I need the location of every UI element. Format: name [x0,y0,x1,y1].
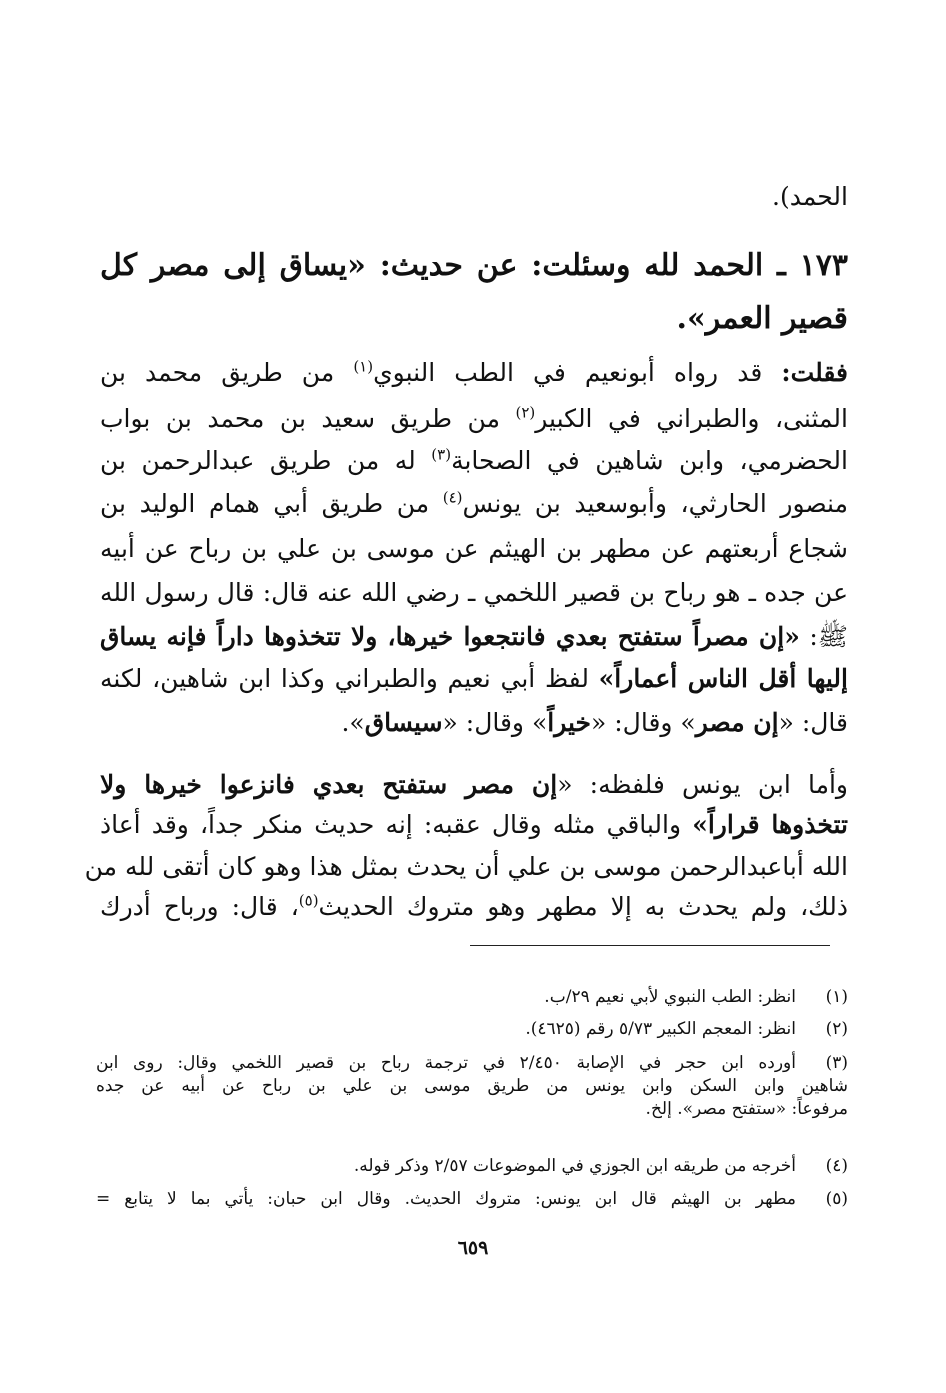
footnote-number: (١) [825,987,848,1007]
footnote-ref-3: (٣) [431,445,452,464]
footnote-number: (٣) [825,1053,848,1073]
footnote-5 [96,1188,848,1211]
paragraph1-line-1: فقلت: قد رواه أبونعيم في الطب النبوي$^{(١)}$ من طريق محمد بن [100,357,849,387]
paragraph1-line-7: ﷺ: «إن مصراً ستفتح بعدي فانتجعوا خيرها، ولا تتخذوها داراً فإنه يساق [100,622,848,651]
paragraph1-line-3: الحضرمي، وابن شاهين في الصحابة$^{(٣)}$ له من طريق عبدالرحمن بن [100,445,848,475]
footnote-2 [96,1018,848,1041]
footnote-text: انظر: الطب النبوي لأبي نعيم ٢٩/ب. [544,987,796,1007]
paragraph1-line-9: قال: «إن مصر» وقال: «خيراً» وقال: «سيساق». [341,708,848,737]
footnote-number: (٥) [825,1189,848,1209]
footnote-text: انظر: المعجم الكبير ٥/٧٣ رقم (٤٦٢٥). [525,1019,796,1039]
carry-over-text: الحمد). [772,182,848,211]
paragraph1-line-2: المثنى، والطبراني في الكبير$^{(٢)}$ من طريق سعيد بن محمد بن بواب [100,403,848,433]
question-heading-line-1: ١٧٣ ـ الحمد لله وسئلت: عن حديث: «يساق إلى مصر كل [100,248,848,283]
paragraph1-line-8: إليها أقل الناس أعماراً» لفظ أبي نعيم والطبراني وكذا ابن شاهين، لكنه [100,664,848,693]
footnote-text-continued: شاهين وابن السكن وابن يونس من طريق موسى بن علي بن رباح عن أبيه عن جده [96,1075,848,1096]
footnote-3 [96,1052,848,1121]
paragraph2-line-2: تتخذوها قراراً» والباقي مثله وقال عقبه: إنه حديث منكر جداً، وقد أعاذ [100,810,849,839]
footnote-text: مطهر بن الهيثم قال ابن يونس: متروك الحديث. وقال ابن حبان: يأتي بما لا يتابع = [96,1189,796,1209]
footnote-4 [96,1155,848,1178]
footnote-number: (٢) [825,1019,848,1039]
paragraph2-line-3: الله أباعبدالرحمن موسى بن علي أن يحدث بمثل هذا وهو كان أتقى لله من [84,852,848,881]
page-number: ٦٥٩ [457,1237,489,1259]
footnote-text-continued: مرفوعاً: «ستفتح مصر». إلخ. [645,1098,848,1119]
paragraph1-line-6: عن جده ـ هو رباح بن قصير اللخمي ـ رضي الله عنه قال: قال رسول الله [100,578,848,607]
footnote-number: (٤) [825,1156,848,1176]
footnote-ref-5: (٥) [298,891,319,910]
answer-lead: فقلت: [781,358,849,387]
paragraph1-line-5: شجاع أربعتهم عن مطهر بن الهيثم عن موسى بن علي بن رباح عن أبيه [100,534,848,563]
paragraph2-line-4: ذلك، ولم يحدث به إلا مطهر وهو متروك الحديث$^{(٥)}$، قال: ورباح أدرك [100,891,848,921]
paragraph2-line-1: وأما ابن يونس فلفظه: «إن مصر ستفتح بعدي فانزعوا خيرها ولا [100,770,848,799]
question-heading-line-2: قصير العمر». [676,301,848,336]
footnote-1 [96,986,848,1009]
paragraph1-line-4: منصور الحارثي، وأبوسعيد بن يونس$^{(٤)}$ من طريق أبي همام الوليد بن [100,488,848,518]
footnote-separator [470,945,830,946]
hadith-text: «إن مصراً ستفتح بعدي فانتجعوا خيرها، ولا تتخذوها داراً فإنه يساق [100,622,800,651]
footnote-ref-4: (٤) [442,488,463,507]
footnote-ref-1: (١) [353,357,374,376]
footnote-text: أخرجه من طريقه ابن الجوزي في الموضوعات ٢/٥٧ وذكر قوله. [353,1156,796,1176]
footnote-text: أورده ابن حجر في الإصابة ٢/٤٥٠ في ترجمة رباح بن قصير اللخمي وقال: روى ابن [96,1053,796,1073]
footnote-ref-2: (٢) [515,403,536,422]
